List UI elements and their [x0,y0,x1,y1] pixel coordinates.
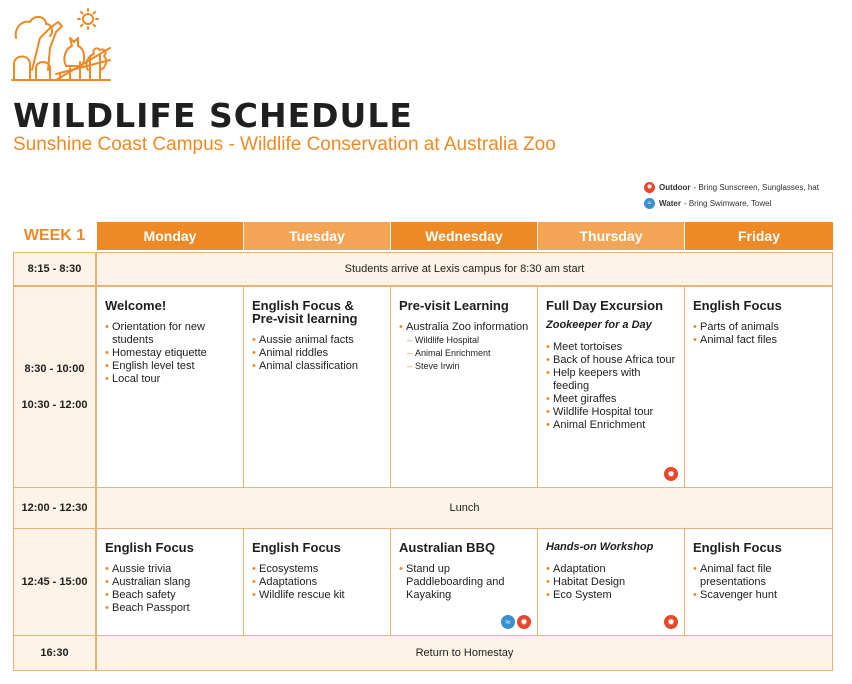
morning-wednesday [390,286,538,488]
list-subitem: – Wildlife Hospital [399,334,529,347]
list-item: • English level test [105,360,235,373]
list-item: • Back of house Africa tour [546,354,676,367]
list-item: • Aussie animal facts [252,334,382,347]
legend-outdoor-label: Outdoor [659,182,691,192]
morning-tuesday [243,286,391,488]
sun-icon: ✹ [664,467,678,481]
time-label: 10:30 - 12:00 [21,399,88,411]
list-item: • Help keepers with feeding [546,367,676,393]
list-item: • Animal fact file presentations [693,563,824,589]
list-item: • Animal riddles [252,347,382,360]
legend-outdoor-text: - Bring Sunscreen, Sunglasses, hat [693,182,819,192]
activity-title: Pre-visit Learning [399,298,509,313]
list-item: • Adaptations [252,576,382,589]
day-header-tuesday: Tuesday [244,222,390,250]
legend-outdoor [644,180,819,194]
list-item: • Beach Passport [105,602,235,615]
day-header-thursday: Thursday [538,222,684,250]
activity-title: English Focus [693,540,782,555]
list-subitem: – Steve Irwin [399,360,529,373]
afternoon-friday [684,528,833,636]
time-slot-lunch [13,487,96,529]
morning-friday [684,286,833,488]
activity-list [693,563,824,602]
morning-monday [96,286,244,488]
afternoon-monday [96,528,244,636]
activity-title: Full Day Excursion [546,298,664,313]
activity-list [546,341,676,432]
list-item: • Wildlife Hospital tour [546,406,676,419]
activity-list [693,321,824,347]
list-item: • Animal classification [252,360,382,373]
activity-title: English Focus [105,540,194,555]
water-icon: ≈ [644,198,655,209]
afternoon-wednesday [390,528,538,636]
activity-icons [501,615,531,629]
list-item: • Eco System [546,589,676,602]
activity-icons [664,615,678,629]
activity-subtitle: Zookeeper for a Day [546,319,652,331]
page-title: WILDLIFE SCHEDULE [13,96,413,135]
list-item: • Australian slang [105,576,235,589]
list-item: • Meet tortoises [546,341,676,354]
list-item: • Beach safety [105,589,235,602]
sun-icon: ✹ [664,615,678,629]
time-slot-arrival [13,252,96,286]
list-item: • Animal Enrichment [546,419,676,432]
sun-icon: ✹ [644,182,655,193]
morning-thursday [537,286,685,488]
list-item: • Parts of animals [693,321,824,334]
week-label: WEEK 1 [23,227,86,244]
time-label: 12:00 - 12:30 [21,502,88,514]
time-slot-return [13,635,96,671]
list-item: • Stand up Paddleboarding and Kayaking [399,563,529,602]
activity-title: English Focus [252,540,341,555]
list-item: • Orientation for new students [105,321,235,347]
sun-icon: ✹ [517,615,531,629]
activity-list [105,563,235,615]
legend-water-label: Water [659,198,681,208]
activity-title: Australian BBQ [399,540,496,555]
list-subitem: – Animal Enrichment [399,347,529,360]
activity-title: English Focus & Pre-visit learning [252,298,358,326]
list-item: • Aussie trivia [105,563,235,576]
list-item: • Habitat Design [546,576,676,589]
activity-list [252,334,382,373]
activity-title: English Focus [693,298,782,313]
activity-title: Hands-on Workshop [546,541,654,553]
legend-water-text: - Bring Swimware, Towel [683,198,772,208]
activity-icons [664,467,678,481]
page-subtitle: Sunshine Coast Campus - Wildlife Conservation at Australia Zoo [13,134,556,155]
arrival-band: Students arrive at Lexis campus for 8:30 am start [96,252,833,286]
list-item: • Animal fact files [693,334,824,347]
time-label: 8:30 - 10:00 [24,363,85,375]
time-label: 12:45 - 15:00 [21,576,88,588]
schedule-table [13,222,833,671]
list-item: • Adaptation [546,563,676,576]
day-header-friday: Friday [685,222,833,250]
legend-water [644,196,819,210]
activity-list [105,321,235,386]
time-label: 16:30 [40,647,69,659]
water-icon: ≈ [501,615,515,629]
list-item: • Homestay etiquette [105,347,235,360]
activity-list [399,321,529,373]
list-item: • Scavenger hunt [693,589,824,602]
list-item: • Local tour [105,373,235,386]
lunch-band: Lunch [96,487,833,529]
time-label: 8:15 - 8:30 [27,263,82,275]
time-slot-morning [13,286,96,488]
list-item: • Ecosystems [252,563,382,576]
day-header-wednesday: Wednesday [391,222,537,250]
activity-list [399,563,529,602]
activity-list [546,563,676,602]
legend [644,180,819,212]
list-item: • Australia Zoo information [399,321,529,334]
return-band: Return to Homestay [96,635,833,671]
time-slot-afternoon [13,528,96,636]
afternoon-tuesday [243,528,391,636]
afternoon-thursday [537,528,685,636]
wildlife-logo [10,8,114,88]
activity-title: Welcome! [105,298,167,313]
list-item: • Meet giraffes [546,393,676,406]
activity-list [252,563,382,602]
list-item: • Wildlife rescue kit [252,589,382,602]
day-header-monday: Monday [97,222,243,250]
